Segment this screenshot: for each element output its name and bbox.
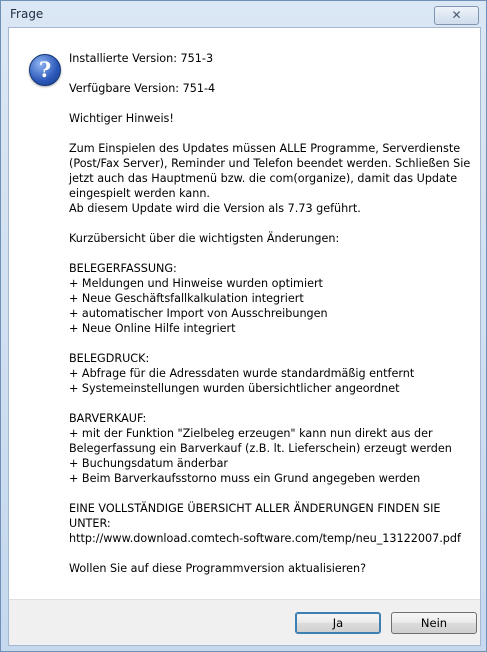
message-line [69,246,465,261]
message-line: eingespielt werden kann. [69,187,210,200]
message-line [69,336,465,351]
message-line: + Meldungen und Hinweise wurden optimiert [69,277,323,290]
message-line [69,486,465,501]
close-icon: ✕ [451,8,462,22]
message-line: http://www.download.comtech-software.com/temp/neu_13122007.pdf [69,532,461,545]
message-line: Zum Einspielen des Updates müssen ALLE Programme, Serverdienste [69,142,461,155]
window-title: Frage [10,7,44,21]
message-line: + automatischer Import von Ausschreibungen [69,307,328,320]
button-bar [9,599,480,645]
message-line: EINE VOLLSTÄNDIGE ÜBERSICHT ALLER ÄNDERUNGEN FINDEN SIE [69,502,441,515]
message-line: (Post/Fax Server), Reminder und Telefon beendet werden. Schließen Sie [69,157,471,170]
message-line: + Abfrage für die Adressdaten wurde standardmäßig entfernt [69,367,415,380]
message-line: Kurzübersicht über die wichtigsten Änderungen: [69,232,340,245]
message-line: Wollen Sie auf diese Programmversion aktualisieren? [69,562,367,575]
question-icon: ? [29,54,61,86]
message-line: + Neue Online Hilfe integriert [69,322,236,335]
no-button[interactable]: Nein [391,612,477,634]
message-line: + Beim Barverkaufsstorno muss ein Grund angegeben werden [69,472,421,485]
message-line: + Systemeinstellungen wurden übersichtlicher angeordnet [69,382,400,395]
message-line [69,96,465,111]
message-line: + Neue Geschäftsfallkalkulation integriert [69,292,304,305]
message-line [69,396,465,411]
message-line: Ab diesem Update wird die Version als 7.73 geführt. [69,202,361,215]
message-line: + Buchungsdatum änderbar [69,457,229,470]
message-line [69,216,465,231]
message-text [69,51,471,576]
yes-button[interactable]: Ja [295,612,381,634]
message-line [69,546,465,561]
message-line [69,126,465,141]
message-line: BELEGERFASSUNG: [69,262,177,275]
message-line: + mit der Funktion "Zielbeleg erzeugen" kann nun direkt aus der [69,427,433,440]
message-line: BELEGDRUCK: [69,352,150,365]
message-line: Wichtiger Hinweis! [69,112,174,125]
message-line: Verfügbare Version: 751-4 [69,82,216,95]
dialog-content [8,27,481,646]
message-line: jetzt auch das Hauptmenü bzw. die com(organize), damit das Update [69,172,458,185]
message-line: Installierte Version: 751-3 [69,52,214,65]
title-bar[interactable] [1,1,486,27]
message-line: UNTER: [69,517,111,530]
message-line [69,66,465,81]
close-button[interactable] [434,6,479,25]
message-line: Belegerfassung ein Barverkauf (z.B. lt. Lieferschein) erzeugt werden [69,442,452,455]
message-line: BARVERKAUF: [69,412,147,425]
